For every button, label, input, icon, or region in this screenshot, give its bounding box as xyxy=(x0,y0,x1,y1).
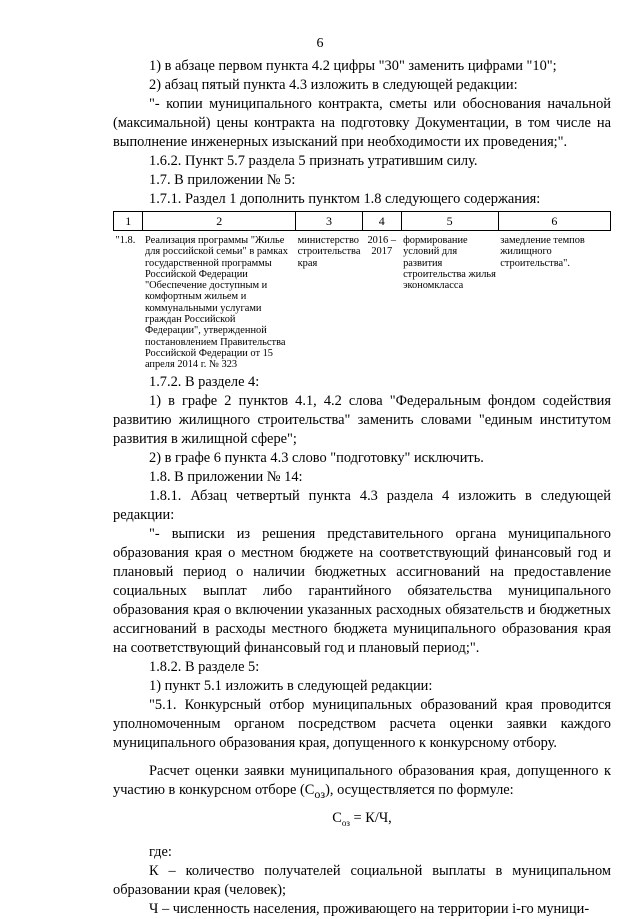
paragraph: Ч – численность населения, проживающего на территории i-го муници- xyxy=(149,901,590,918)
document-body xyxy=(113,57,611,919)
formula-symbol: С xyxy=(332,810,342,827)
table-cell-executor: министерство строительства края xyxy=(297,235,361,269)
page-number: 6 xyxy=(316,36,324,51)
paragraph: 1.7.1. Раздел 1 дополнить пунктом 1.8 следующего содержания: xyxy=(149,191,541,207)
paragraph: где: xyxy=(149,844,172,861)
formula-subscript: оз xyxy=(341,818,350,829)
paragraph: 2) абзац пятый пункта 4.3 изложить в следующей редакции: xyxy=(149,77,518,93)
formula-intro-text-end: ), осуществляется по формуле: xyxy=(325,781,514,798)
paragraph: "- выписки из решения представительного органа муниципального образования края о местном бюджете на соответствующий финансовый год и плановый период о наличии бюджетных ассигнований на предоставление социальных выплат либо гарантийного обязательства муниципального образования края о включении указанных расходных обязательств и бюджетных ассигнований в расходы местного бюджета муниципального образования края на соответствующий финансовый год и плановый период;". xyxy=(113,525,611,656)
table-cell-consequence: замедление темпов жилищного строительства". xyxy=(500,235,585,269)
table-header-cell: 2 xyxy=(143,212,296,231)
paragraph: 1.7. В приложении № 5: xyxy=(149,172,296,188)
formula xyxy=(113,809,611,833)
table-cell-name: Реализация программы "Жилье для российской семьи" в рамках государственной программы Российской Федерации "Обеспечение доступным и комфортным жильем и коммунальными услугами граждан Российской Федерации", утвержденной постановлением Правительства Российской Федерации от 15 апреля 2014 г. № 323 xyxy=(144,235,288,371)
table-header-cell: 1 xyxy=(114,212,143,231)
table-header-cell: 4 xyxy=(362,212,401,231)
paragraph: "5.1. Конкурсный отбор муниципальных образований края проводится уполномоченным органом посредством расчета оценки заявки каждого муниципального образования края, допущенного к конкурсному отбору. xyxy=(113,696,611,751)
paragraph: 1.7.2. В разделе 4: xyxy=(149,373,260,390)
amendment-table xyxy=(113,211,611,373)
paragraph: "- копии муниципального контракта, сметы или обоснования начальной (максимальной) цены контракта на подготовку Документации, в том числе на выполнение инженерных изысканий при необходимости их проведения;". xyxy=(113,96,611,150)
paragraph xyxy=(113,762,611,804)
table-header-cell: 3 xyxy=(296,212,363,231)
paragraph: 1.8. В приложении № 14: xyxy=(149,468,303,485)
paragraph: 1) в графе 2 пунктов 4.1, 4.2 слова "Федеральным фондом содействия развитию жилищного строительства" заменить словами "единым институтом развития в жилищной сфере"; xyxy=(113,392,611,447)
table-cell-period: 2016 – 2017 xyxy=(367,235,397,258)
paragraph: 1.6.2. Пункт 5.7 раздела 5 признать утратившим силу. xyxy=(149,153,478,169)
table-header-cell: 6 xyxy=(498,212,610,231)
table-header-row xyxy=(114,212,611,231)
paragraph: 1.8.1. Абзац четвертый пункта 4.3 раздела 4 изложить в следующей редакции: xyxy=(113,487,611,523)
table-header-cell: 5 xyxy=(401,212,498,231)
table-row xyxy=(114,231,611,373)
subscript-oz: оз xyxy=(314,786,326,801)
paragraph: К – количество получателей социальной выплаты в муниципальном образовании края (человек); xyxy=(113,863,611,899)
table-cell-number: "1.8. xyxy=(115,235,136,246)
paragraph: 1.8.2. В разделе 5: xyxy=(149,658,260,675)
table-cell-result: формирование условий для развития строительства жилья экономкласса xyxy=(403,235,496,292)
paragraph: 1) пункт 5.1 изложить в следующей редакции: xyxy=(149,677,433,694)
formula-expression: = К/Ч, xyxy=(349,810,392,827)
paragraph: 2) в графе 6 пункта 4.3 слово "подготовку" исключить. xyxy=(149,449,484,466)
paragraph: 1) в абзаце первом пункта 4.2 цифры "30" заменить цифрами "10"; xyxy=(149,58,557,74)
formula-intro-text: Расчет оценки заявки муниципального образования края, допущенного к участию в конкурсном отборе (С xyxy=(113,762,611,798)
